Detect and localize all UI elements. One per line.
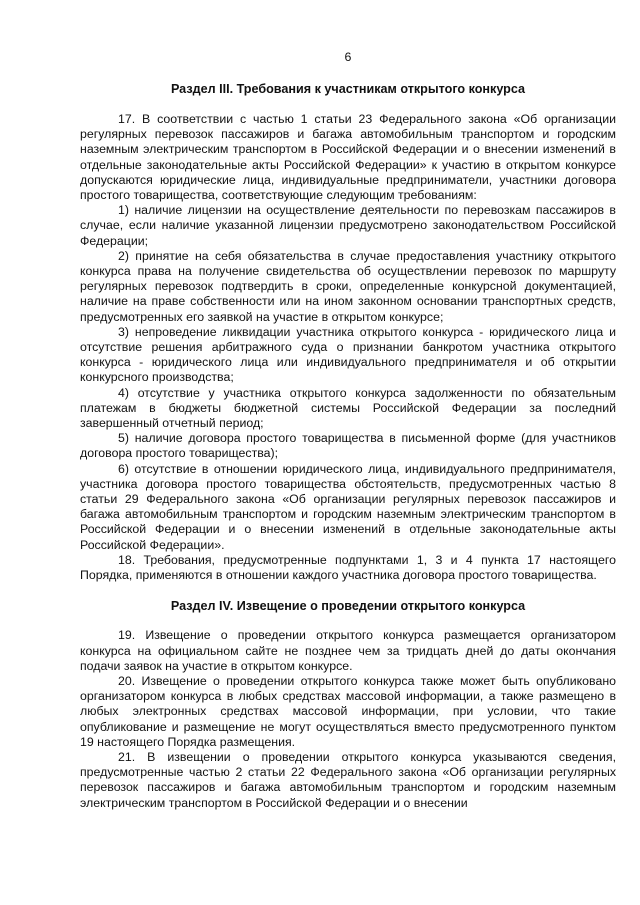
section-4-title: Раздел IV. Извещение о проведении открытого конкурса xyxy=(170,599,526,614)
paragraph-21: 21. В извещении о проведении открытого конкурса указываются сведения, предусмотренные частью 2 статьи 22 Федерального закона «Об организации регулярных перевозок пассажиров и багажа автомобильным транспортом и городским наземным электрическим транспортом в Российской Федерации и о внесении xyxy=(80,749,616,810)
paragraph-17-item-6: 6) отсутствие в отношении юридического лица, индивидуального предпринимателя, участника договора простого товарищества обстоятельств, предусмотренных частью 8 статьи 29 Федерального закона «Об организации регулярных перевозок пассажиров и багажа автомобильным транспортом и городским наземным электрическим транспортом в Российской Федерации и о внесении изменений в отдельные законодательные акты Российской Федерации». xyxy=(80,461,616,552)
page-number: 6 xyxy=(344,50,352,64)
section-3-body xyxy=(80,112,616,583)
paragraph-19: 19. Извещение о проведении открытого конкурса размещается организатором конкурса на официальном сайте не позднее чем за тридцать дней до даты окончания подачи заявок на участие в открытом конкурсе. xyxy=(80,628,616,673)
section-3-title: Раздел III. Требования к участникам открытого конкурса xyxy=(170,82,526,96)
paragraph-17-item-5: 5) наличие договора простого товарищества в письменной форме (для участников договора простого товарищества); xyxy=(80,431,616,461)
paragraph-17-item-1: 1) наличие лицензии на осуществление деятельности по перевозкам пассажиров в случае, если наличие указанной лицензии предусмотрено законодательством Российской Федерации; xyxy=(80,203,616,248)
paragraph-17-item-4: 4) отсутствие у участника открытого конкурса задолженности по обязательным платежам в бюджеты бюджетной системы Российской Федерации за последний завершенный отчетный период; xyxy=(80,385,616,431)
paragraph-20: 20. Извещение о проведении открытого конкурса также может быть опубликовано организатором конкурса в любых средствах массовой информации, а также размещено в любых электронных средствах массовой информации, при условии, что такие опубликование и размещение не могут осуществляться вместо предусмотренного пунктом 19 настоящего Порядка размещения. xyxy=(80,673,616,749)
paragraph-17-item-3: 3) непроведение ликвидации участника открытого конкурса - юридического лица и отсутствие решения арбитражного суда о признании банкротом участника открытого конкурса - юридического лица или индивидуального предпринимателя и об открытии конкурсного производства; xyxy=(80,324,616,385)
section-4-body xyxy=(80,628,616,810)
paragraph-18: 18. Требования, предусмотренные подпунктами 1, 3 и 4 пункта 17 настоящего Порядка, применяются в отношении каждого участника договора простого товарищества. xyxy=(80,552,616,583)
paragraph-17: 17. В соответствии с частью 1 статьи 23 Федерального закона «Об организации регулярных перевозок пассажиров и багажа автомобильным транспортом и городским наземным электрическим транспортом в Российской Федерации и о внесении изменений в отдельные законодательные акты Российской Федерации» к участию в открытом конкурсе допускаются юридические лица, индивидуальные предприниматели, участники договора простого товарищества, соответствующие следующим требованиям: xyxy=(80,112,616,203)
paragraph-17-item-2: 2) принятие на себя обязательства в случае предоставления участнику открытого конкурса права на получение свидетельства об осуществлении перевозок по маршруту регулярных перевозок подтвердить в сроки, определенные конкурсной документацией, наличие на праве собственности или на ином законном основании транспортных средств, предусмотренных его заявкой на участие в открытом конкурсе; xyxy=(80,248,616,324)
